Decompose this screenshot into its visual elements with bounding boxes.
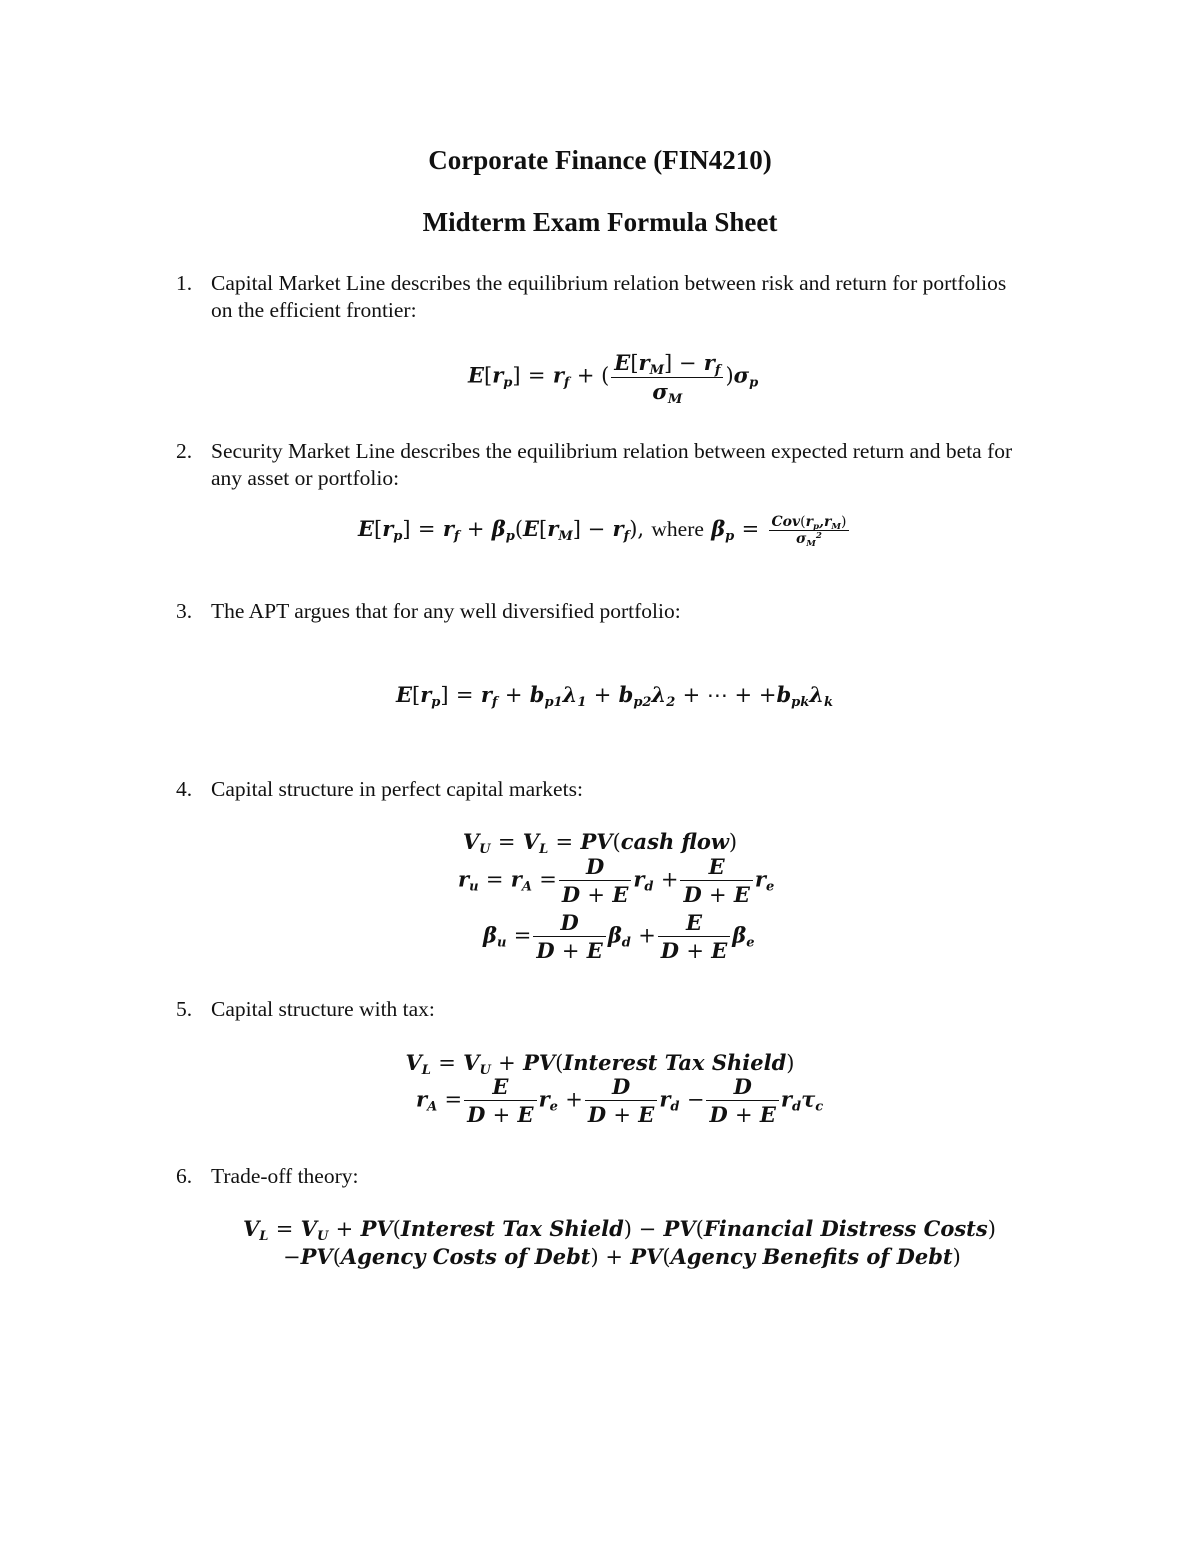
item-number: 6. — [176, 1164, 193, 1188]
pv-argument: Interest Tax Shield — [400, 1216, 624, 1241]
asset-return-with-tax-equation: $r_A$ = $\frac{E}{D + E}$ $r_e$ + $\frac{D}{D + E}$ $r_d$ − $\frac{D}{D + E}$ $r_d\tau_c$ — [416, 1074, 824, 1127]
item-text: Security Market Line describes the equilibrium relation between expected return and beta for any asset or portfolio: — [211, 439, 1013, 490]
document-subtitle: Midterm Exam Formula Sheet — [422, 207, 778, 237]
trade-off-equation-line-1: $V_L = V_U$ + PV(Interest Tax Shield) − PV(Financial Distress Costs) — [243, 1216, 996, 1245]
item-text: Capital Market Line describes the equilibrium relation between risk and return for portfolios on the efficient frontier: — [211, 271, 1007, 322]
value-unlevered-levered-equation: $V_U = V_L$ = PV(cash flow) — [462, 829, 738, 858]
item-number: 2. — [176, 439, 193, 463]
pv-argument: Interest Tax Shield — [563, 1050, 787, 1075]
where-label: where — [651, 517, 704, 541]
pv-argument: Agency Benefits of Debt — [670, 1244, 953, 1269]
item-text: The APT argues that for any well diversified portfolio: — [211, 599, 681, 623]
trade-off-equation-line-2: −PV(Agency Costs of Debt) + PV(Agency Benefits of Debt) — [283, 1244, 961, 1269]
item-number: 1. — [176, 271, 193, 295]
unlevered-return-equation: $r_u = r_A$ = $\frac{D}{D + E}$ $r_d$ + $\frac{E}{D + E}$ $r_e$ — [458, 854, 775, 907]
item-number: 4. — [176, 777, 193, 801]
pv-argument: Agency Costs of Debt — [340, 1244, 591, 1269]
document-title: Corporate Finance (FIN4210) — [428, 145, 772, 175]
item-text: Trade-off theory: — [211, 1164, 359, 1188]
item-text: Capital structure with tax: — [211, 997, 435, 1021]
levered-value-with-tax-equation: $V_L = V_U$ + PV(Interest Tax Shield) — [405, 1050, 795, 1079]
capital-market-line-equation: $E[r_p] = r_f$ + ( $\frac{E[r_M] - r_f}{\sigma_M}$ )$\sigma_p$ — [468, 350, 759, 408]
pv-argument: cash flow — [620, 829, 729, 854]
security-market-line-equation: $E[r_p] = r_f + \beta_p(E[r_M] - r_f)$, where $\beta_p$ = $\frac{Cov(r_p,r_M)}{\sigma_M^2}$ — [358, 515, 851, 546]
item-number: 3. — [176, 599, 193, 623]
unlevered-beta-equation: $\beta_u$ = $\frac{D}{D + E}$ $\beta_d$ + $\frac{E}{D + E}$ $\beta_e$ — [483, 910, 755, 963]
item-text: Capital structure in perfect capital markets: — [211, 777, 583, 801]
apt-equation: $E[r_p] = r_f + b_{p1}\lambda_1 + b_{p2}\lambda_2$ + ⋯ + $+b_{pk}\lambda_k$ — [396, 682, 834, 711]
pv-argument: Financial Distress Costs — [703, 1216, 988, 1241]
item-number: 5. — [176, 997, 193, 1021]
